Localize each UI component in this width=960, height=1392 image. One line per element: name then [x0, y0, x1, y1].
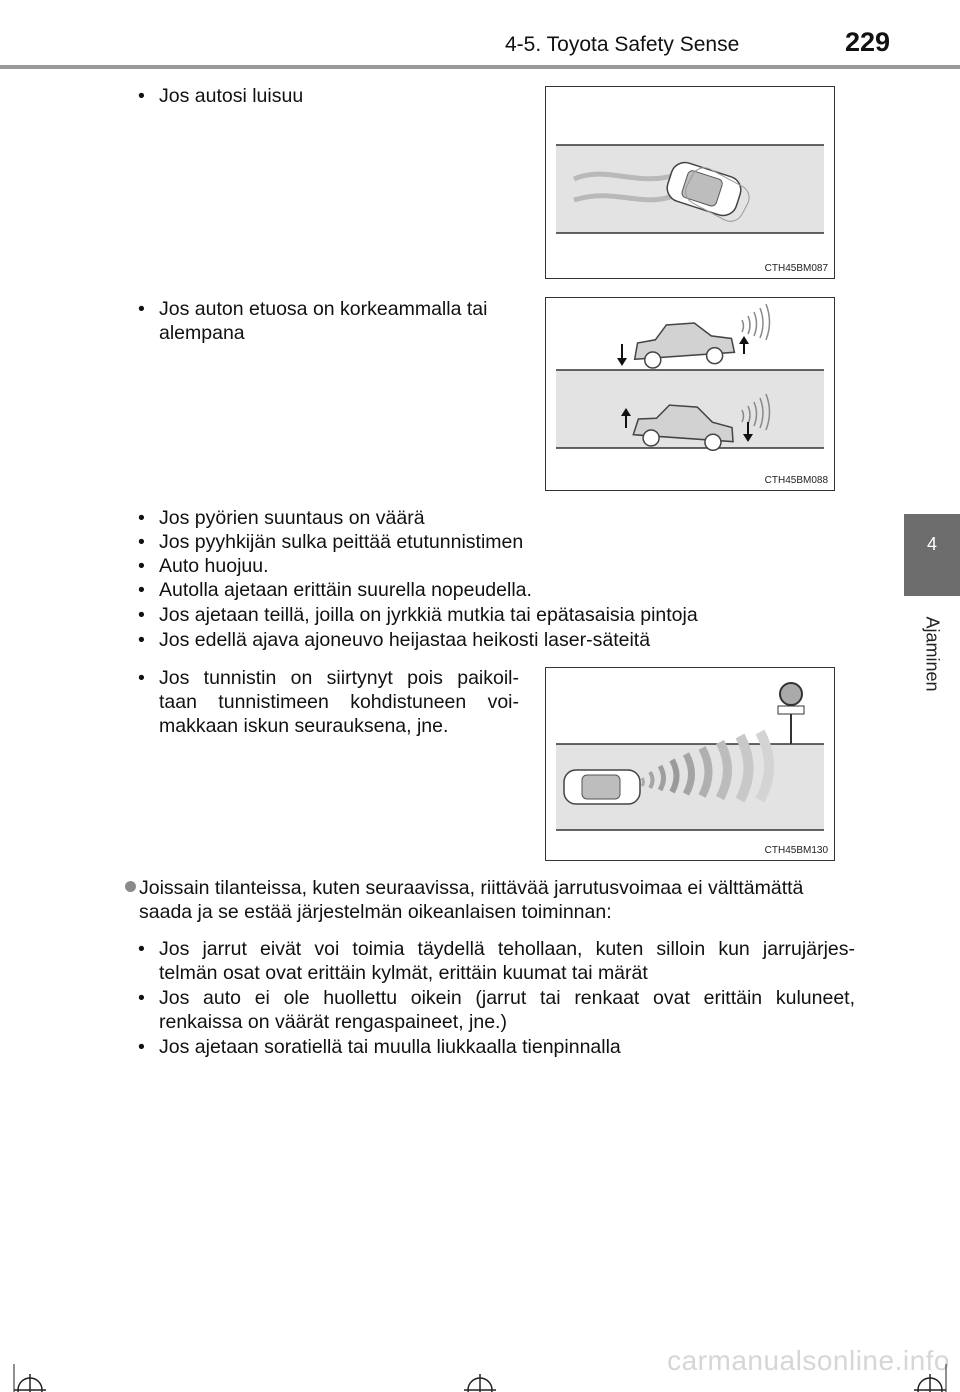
bullet-mark: • — [138, 938, 145, 960]
bullet-mark: • — [138, 531, 145, 553]
bullet-text-cont: renkaissa on väärät rengaspaineet, jne.) — [159, 1011, 507, 1033]
paragraph-line: saada ja se estää järjestelmän oikeanlaisen toiminnan: — [139, 901, 612, 923]
bullet-text: Jos edellä ajava ajoneuvo heijastaa heikosti laser-säteitä — [159, 629, 651, 651]
bullet-text: Jos auto ei ole huollettu oikein (jarrut tai renkaat ovat erittäin kuluneet, — [159, 987, 855, 1009]
bullet-mark: • — [138, 579, 145, 601]
figure-code: CTH45BM087 — [764, 263, 828, 274]
page-number: 229 — [845, 27, 891, 57]
chapter-title — [907, 604, 957, 704]
skidding-car-illustration — [546, 87, 836, 280]
chapter-title-text: Ajaminen — [922, 616, 943, 692]
bullet-text: Jos autosi luisuu — [159, 85, 304, 107]
pitched-car-illustration — [546, 298, 836, 492]
figure-code: CTH45BM130 — [764, 845, 828, 856]
bullet-text-cont: makkaan iskun seurauksena, jne. — [159, 715, 449, 737]
figure-skidding-car — [545, 86, 835, 279]
watermark: carmanualsonline.info — [667, 1345, 950, 1376]
registration-mark-icon — [450, 1360, 510, 1392]
bullet-mark: • — [138, 667, 145, 689]
bullet-mark: • — [138, 555, 145, 577]
bullet-text-cont: taan tunnistimeen kohdistuneen voi- — [159, 691, 519, 713]
bullet-text: Jos tunnistin on siirtynyt pois paikoil- — [159, 667, 519, 689]
header-rule — [0, 65, 960, 69]
bullet-text: Jos ajetaan soratiellä tai muulla liukkaalla tienpinnalla — [159, 1036, 621, 1058]
bullet-mark: • — [138, 1036, 145, 1058]
figure-pitched-car — [545, 297, 835, 491]
misaligned-sensor-illustration — [546, 668, 836, 862]
figure-misaligned-sensor — [545, 667, 835, 861]
paragraph-line: Joissain tilanteissa, kuten seuraavissa, riittävää jarrutusvoimaa ei välttämättä — [139, 877, 804, 899]
registration-mark-icon — [0, 1360, 60, 1392]
section-bullet-dot — [125, 881, 136, 892]
bullet-text: Jos pyörien suuntaus on väärä — [159, 507, 425, 529]
bullet-mark: • — [138, 298, 145, 320]
chapter-tab: 4 — [904, 514, 960, 596]
bullet-text: Jos auton etuosa on korkeammalla tai — [159, 298, 488, 320]
bullet-text: Jos jarrut eivät voi toimia täydellä tehollaan, kuten silloin kun jarrujärjes- — [159, 938, 855, 960]
bullet-mark: • — [138, 987, 145, 1009]
section-title: 4-5. Toyota Safety Sense — [505, 33, 740, 56]
bullet-mark: • — [138, 85, 145, 107]
bullet-text: Autolla ajetaan erittäin suurella nopeudella. — [159, 579, 532, 601]
registration-mark-icon — [900, 1360, 960, 1392]
bullet-text-cont: telmän osat ovat erittäin kylmät, erittäin kuumat tai märät — [159, 962, 648, 984]
bullet-text-cont: alempana — [159, 322, 245, 344]
bullet-text: Jos ajetaan teillä, joilla on jyrkkiä mutkia tai epätasaisia pintoja — [159, 604, 698, 626]
bullet-mark: • — [138, 507, 145, 529]
bullet-mark: • — [138, 629, 145, 651]
figure-code: CTH45BM088 — [764, 475, 828, 486]
bullet-text: Auto huojuu. — [159, 555, 269, 577]
bullet-mark: • — [138, 604, 145, 626]
bullet-text: Jos pyyhkijän sulka peittää etutunnistimen — [159, 531, 524, 553]
